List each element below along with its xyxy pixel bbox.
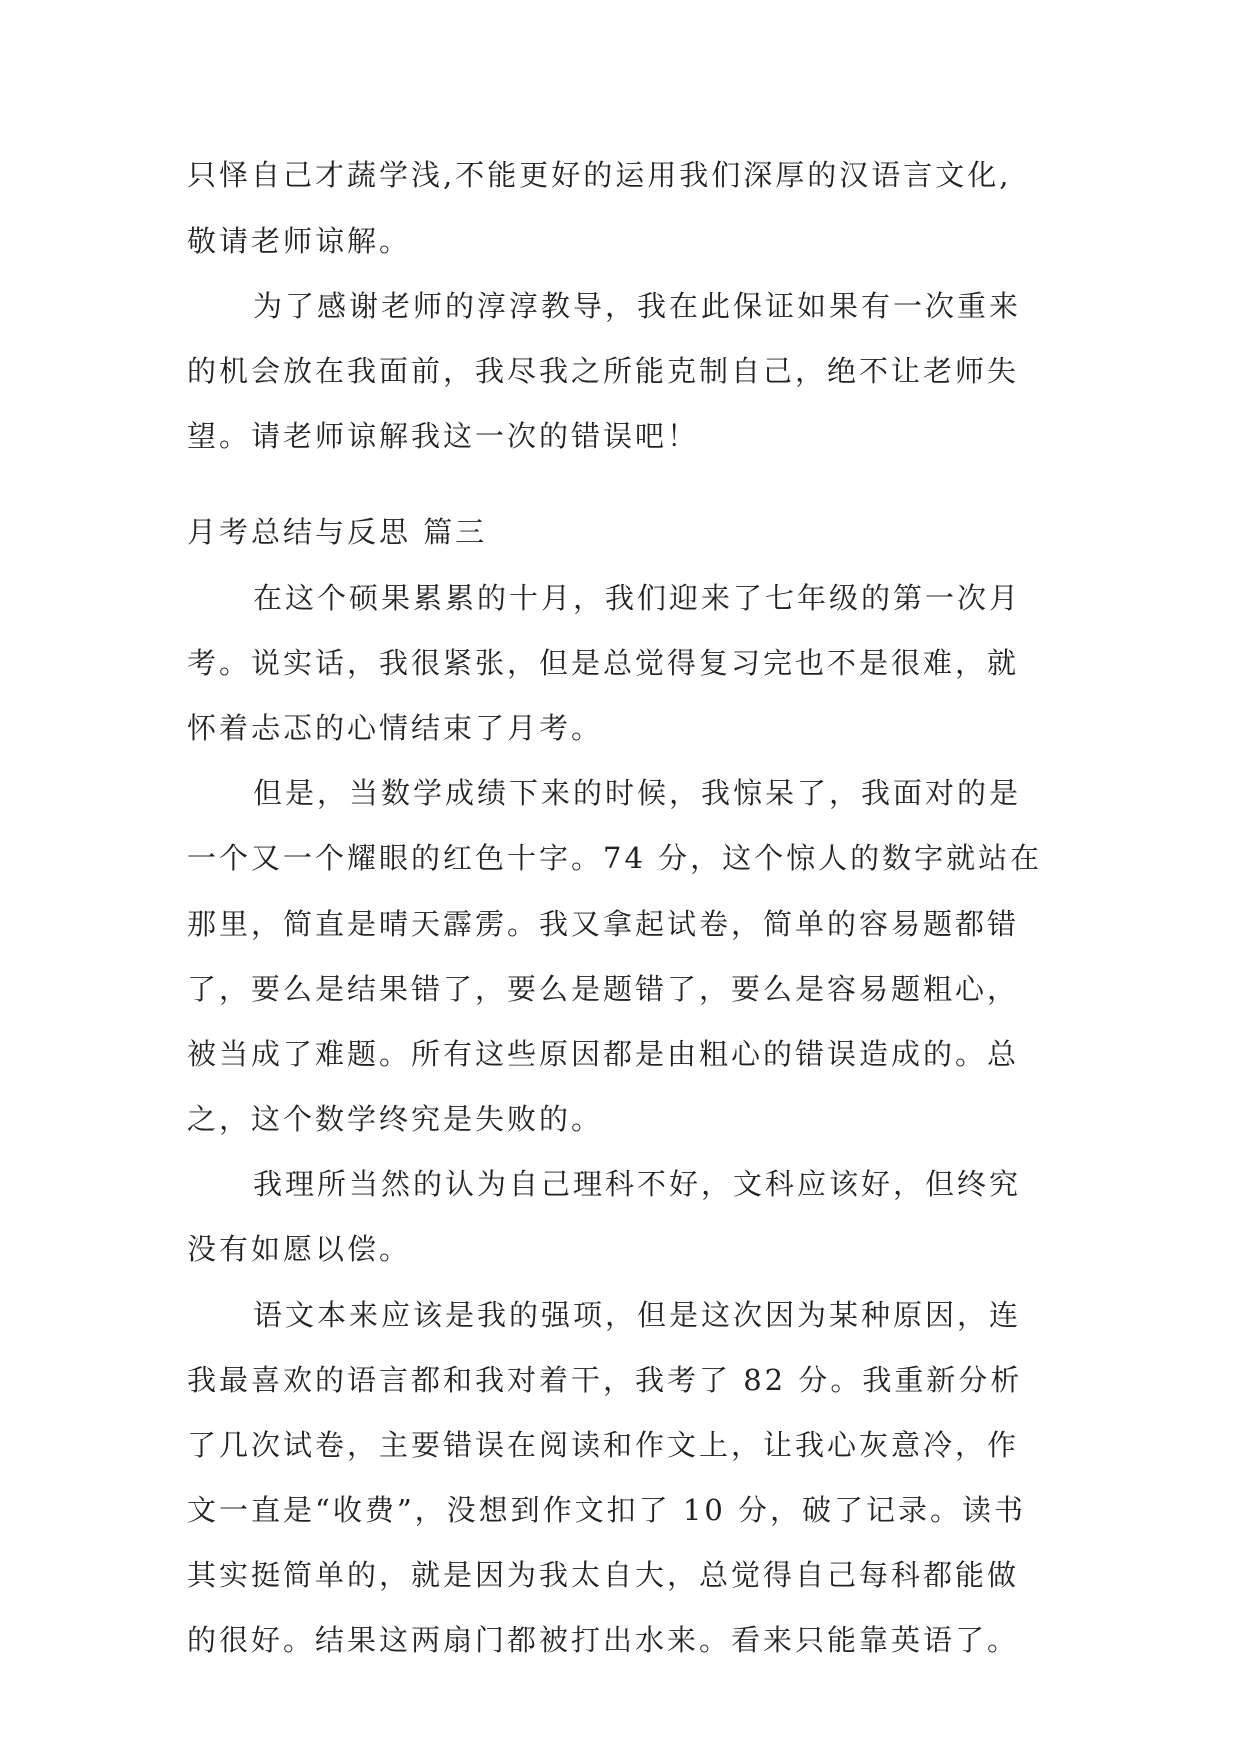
text-line: 考。说实话，我很紧张，但是总觉得复习完也不是很难，就 (187, 646, 1020, 680)
text-line: 为了感谢老师的淳淳教导，我在此保证如果有一次重来 (253, 289, 1022, 323)
text-line: 之，这个数学终究是失败的。 (187, 1102, 604, 1136)
text-line: 语文本来应该是我的强项，但是这次因为某种原因，连 (253, 1298, 1022, 1332)
text-line: 我最喜欢的语言都和我对着干，我考了 82 分。我重新分析 (187, 1363, 1023, 1397)
text-line: 只怿自己才蔬学浅,不能更好的运用我们深厚的汉语言文化, (187, 158, 1012, 192)
text-line: 我理所当然的认为自己理科不好，文科应该好，但终究 (253, 1167, 1022, 1201)
text-line: 在这个硕果累累的十月，我们迎来了七年级的第一次月 (253, 581, 1022, 615)
text-line: 一个又一个耀眼的红色十字。74 分，这个惊人的数字就站在 (187, 841, 1043, 875)
text-line: 的机会放在我面前，我尽我之所能克制自己，绝不让老师失 (187, 354, 1020, 388)
text-line: 的很好。结果这两扇门都被打出水来。看来只能靠英语了。 (187, 1623, 1020, 1657)
text-line: 被当成了难题。所有这些原因都是由粗心的错误造成的。总 (187, 1037, 1020, 1071)
text-line: 了几次试卷，主要错误在阅读和作文上，让我心灰意冷，作 (187, 1428, 1020, 1462)
text-line: 那里，简直是晴天霹雳。我又拿起试卷，简单的容易题都错 (187, 907, 1020, 941)
text-line: 文一直是“收费”，没想到作文扣了 10 分，破了记录。读书 (187, 1493, 1026, 1527)
section-title: 月考总结与反思 篇三 (187, 515, 488, 549)
text-line: 怀着忐忑的心情结束了月考。 (187, 711, 604, 745)
text-line: 望。请老师谅解我这一次的错误吧！ (187, 419, 700, 453)
text-line: 敬请老师谅解。 (187, 224, 412, 258)
text-line: 其实挺简单的，就是因为我太自大，总觉得自己每科都能做 (187, 1558, 1020, 1592)
text-line: 没有如愿以偿。 (187, 1232, 412, 1266)
text-line: 但是，当数学成绩下来的时候，我惊呆了，我面对的是 (253, 776, 1022, 810)
text-line: 了，要么是结果错了，要么是题错了，要么是容易题粗心， (187, 972, 1020, 1006)
